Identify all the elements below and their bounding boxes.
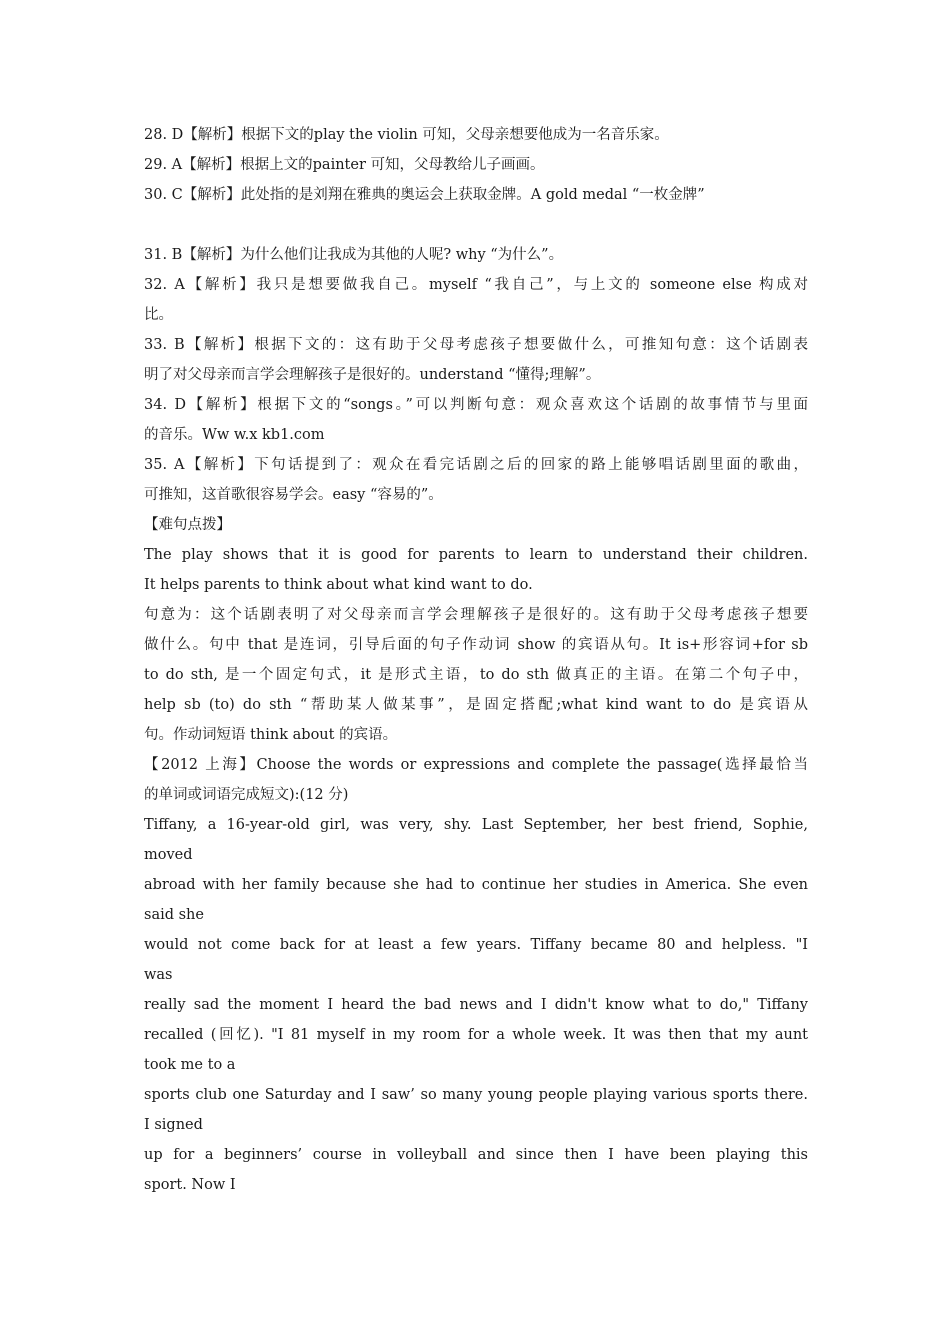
text-line: 【2012 上海】Choose the words or expressions and complete the passage(选择最恰当 [144, 757, 808, 773]
document-page [144, 120, 808, 1200]
text-line: really sad the moment I heard the bad news and I didn't know what to do," Tiffany [144, 997, 808, 1013]
text-line: would not come back for at least a few years. Tiffany became 80 and helpless. "I [144, 937, 808, 953]
text-line: 35. A【解析】下句话提到了：观众在看完话剧之后的回家的路上能够唱话剧里面的歌曲， [144, 457, 808, 473]
text-line: moved [144, 847, 193, 863]
text-line: 做什么。句中 that 是连词，引导后面的句子作动词 show 的宾语从句。It is+形容词+for sb [144, 637, 808, 653]
text-line: 33. B【解析】根据下文的：这有助于父母考虑孩子想要做什么，可推知句意：这个话剧表 [144, 337, 808, 353]
text-line: 可推知，这首歌很容易学会。easy “容易的”。 [144, 487, 443, 503]
text-line: 句意为：这个话剧表明了对父母亲而言学会理解孩子是很好的。这有助于父母考虑孩子想要 [144, 607, 808, 623]
text-line: 【难句点拨】 [144, 517, 231, 533]
text-line: 的单词或词语完成短文):(12 分) [144, 787, 349, 803]
text-line: 明了对父母亲而言学会理解孩子是很好的。understand “懂得;理解”。 [144, 367, 601, 383]
text-line: said she [144, 907, 204, 923]
text-line: 30. C【解析】此处指的是刘翔在雅典的奥运会上获取金牌。A gold medal “一枚金牌” [144, 187, 705, 203]
text-line: 32. A【解析】我只是想要做我自己。myself “我自己”，与上文的 someone else 构成对 [144, 277, 808, 293]
text-line: 31. B【解析】为什么他们让我成为其他的人呢? why “为什么”。 [144, 247, 564, 263]
text-line: 句。作动词短语 think about 的宾语。 [144, 727, 398, 743]
text-line: up for a beginners’ course in volleyball and since then I have been playing this [144, 1147, 808, 1163]
text-line: sports club one Saturday and I saw’ so many young people playing various sports there. [144, 1087, 808, 1103]
text-line: 29. A【解析】根据上文的painter 可知，父母教给儿子画画。 [144, 157, 545, 173]
text-line: to do sth, 是一个固定句式，it 是形式主语，to do sth 做真正的主语。在第二个句子中， [144, 667, 808, 683]
text-line: 的音乐。Ww w.x kb1.com [144, 427, 325, 443]
blank-line [144, 210, 808, 240]
text-line: recalled (回忆). "I 81 myself in my room for a whole week. It was then that my aunt [144, 1027, 808, 1043]
text-line: help sb (to) do sth “帮助某人做某事”，是固定搭配;what kind want to do 是宾语从 [144, 697, 808, 713]
text-line: The play shows that it is good for parents to learn to understand their children. [144, 547, 808, 563]
text-line: 比。 [144, 307, 173, 323]
text-line: sport. Now I [144, 1177, 236, 1193]
text-line: I signed [144, 1117, 203, 1133]
text-line: took me to a [144, 1057, 236, 1073]
text-line: 28. D【解析】根据下文的play the violin 可知，父母亲想要他成为一名音乐家。 [144, 127, 669, 143]
text-line: was [144, 967, 173, 983]
text-line: Tiffany, a 16-year-old girl, was very, shy. Last September, her best friend, Sophie, [144, 817, 808, 833]
text-line: abroad with her family because she had to continue her studies in America. She even [144, 877, 808, 893]
text-line: 34. D【解析】根据下文的“songs。”可以判断句意：观众喜欢这个话剧的故事情节与里面 [144, 397, 808, 413]
text-line: It helps parents to think about what kind want to do. [144, 577, 533, 593]
